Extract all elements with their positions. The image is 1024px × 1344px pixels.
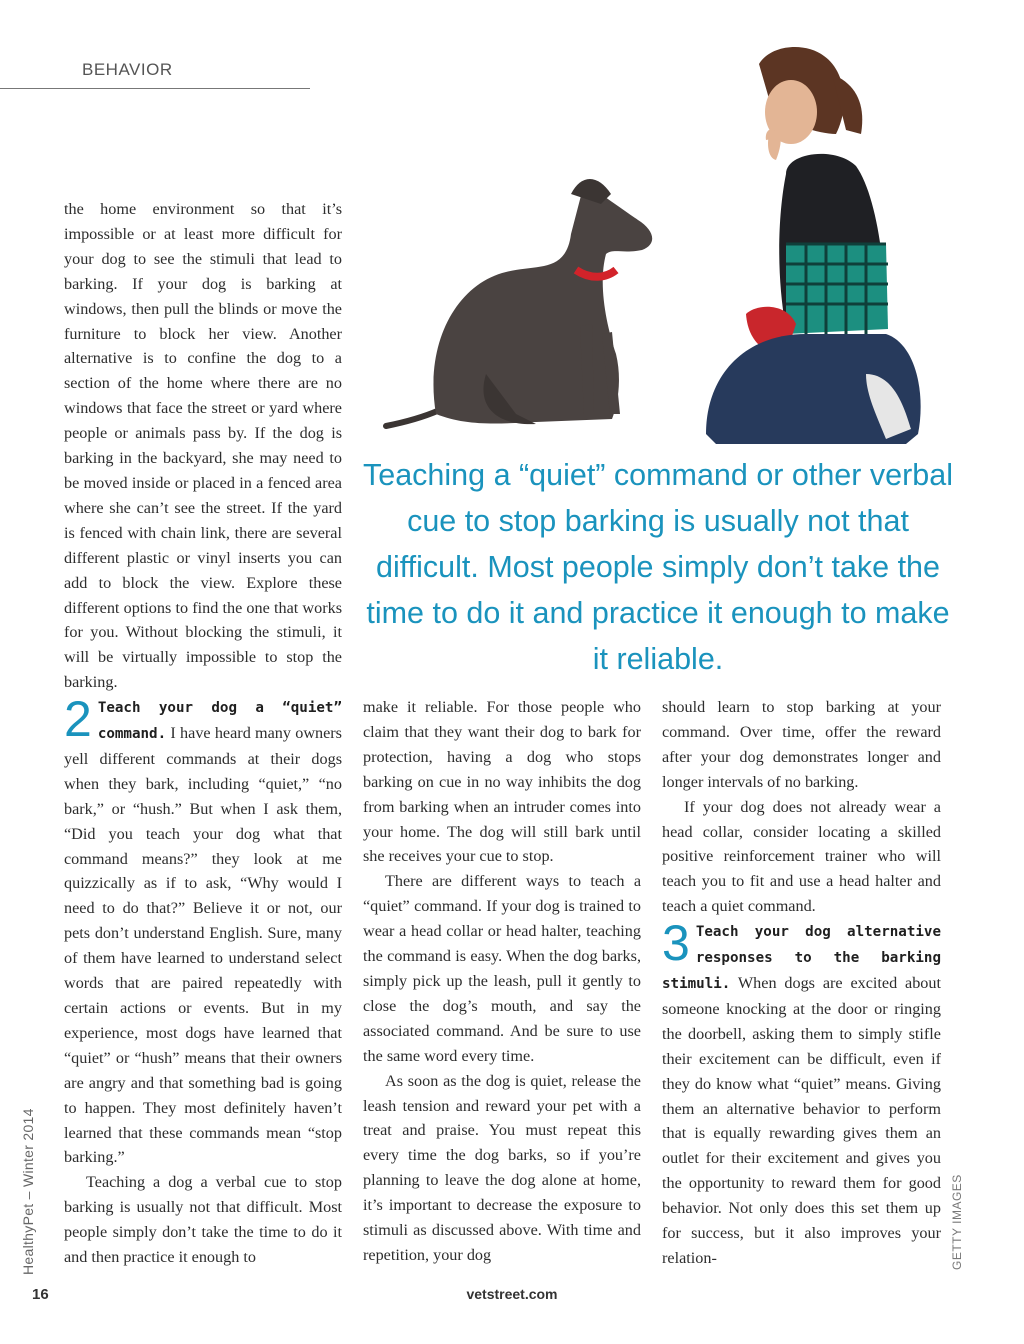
body-paragraph: should learn to stop barking at your command. Over time, offer the reward after your dog demonstrates longer and longer intervals of no barking. [662, 698, 941, 791]
body-paragraph: If your dog does not already wear a head collar, consider locating a skilled positive reinforcement trainer who will teach you to fit and use a head halter and teach a quiet command. [662, 797, 941, 916]
tip-3-paragraph [662, 915, 941, 1271]
dog-training-photo [366, 34, 966, 464]
body-paragraph: Teaching a dog a verbal cue to stop barking is usually not that difficult. Most people simply don’t take the time to do it and then practice it enough to [64, 1173, 342, 1267]
tip-body: I have heard many owners yell different commands at their dogs when they bark, including “quiet,” “no bark,” or “hush.” But when I ask them, “Did you teach your dog what that command means?” they look at me quizzically as if to ask, “Why would I need to do that?” Believe it or not, our pets don’t understand English. Sure, many of them have learned to understand select words that are paired repeatedly with certain actions or events. But in my experience, most dogs have learned that “quiet” or “hush” means that their owners are angry and that something bad is going to happen. They most definitely haven’t learned that these commands mean “stop barking.” [64, 724, 342, 1167]
issue-label: HealthyPet – Winter 2014 [20, 1108, 36, 1275]
footer-url: vetstreet.com [466, 1286, 558, 1302]
tip-2-paragraph [64, 691, 342, 1170]
body-paragraph: As soon as the dog is quiet, release the leash tension and reward your pet with a treat and praise. You must repeat this every time the dog barks, so if you’re planning to leave the dog alone at home, it’s important to decrease the exposure to stimuli as discussed above. With time and repetition, your dog [363, 1071, 641, 1264]
tip-heading: Teach your dog a “quiet” command. [97, 700, 342, 743]
article-column-2 [363, 695, 641, 1268]
section-label: BEHAVIOR [82, 60, 173, 79]
tip-body: When dogs are excited about someone knocking at the door or ringing the doorbell, asking them to simply stifle their excitement can be difficult, even if they do know what “quiet” means. Giving them an alternative behavior to perform that is equally rewarding gives them an outlet for their excitement and gives you the opportunity to reward them for good behavior. Not only does this set them up for success, but it also improves your relation- [662, 973, 941, 1267]
body-paragraph: There are different ways to teach a “quiet” command. If your dog is trained to wear a head collar or head halter, teaching the command is easy. When the dog barks, simply pick up the leash, pull it gently to close the dog’s mouth, and say the associated command. And be sure to use the same word every time. [363, 872, 641, 1065]
body-paragraph: make it reliable. For those people who claim that they want their dog to bark for protection, having a dog who stops barking on cue in no way inhibits the dog from barking when an intruder comes into your home. The dog will still bark until she receives your cue to stop. [363, 698, 641, 866]
body-paragraph: the home environment so that it’s impossible or at least more difficult for your dog to see the stimuli that lead to barking. If your dog is barking at windows, then pull the blinds or move the furniture to block her view. Another alternative is to confine the dog to a section of the home where there are no windows that face the street or yard where people or animals pass by. If the dog is barking in the backyard, she may need to be moved inside or placed in a fenced area where she can’t see the street. If the yard is fenced with chain link, there are several different plastic or vinyl inserts you can add to block the view. Explore these different options to find the one that works for you. Without blocking the stimuli, it will be virtually impossible to stop the barking. [64, 200, 342, 692]
tip-number: 2 [64, 691, 92, 748]
pull-quote: Teaching a “quiet” command or other verbal cue to stop barking is usually not that difficult. Most people simply don’t take the time to do it and practice it enough to make it reliable. [363, 458, 953, 676]
page-number: 16 [32, 1286, 49, 1303]
tip-number: 3 [662, 915, 690, 972]
article-column-1 [64, 197, 342, 1270]
woman-illustration [706, 47, 921, 444]
dog-illustration [386, 179, 652, 426]
article-column-3 [662, 695, 941, 1271]
tip-heading: Teach your dog alternative responses to the barking stimuli. [662, 924, 941, 992]
section-divider [0, 88, 310, 89]
photo-credit: GETTY IMAGES [950, 1174, 964, 1270]
